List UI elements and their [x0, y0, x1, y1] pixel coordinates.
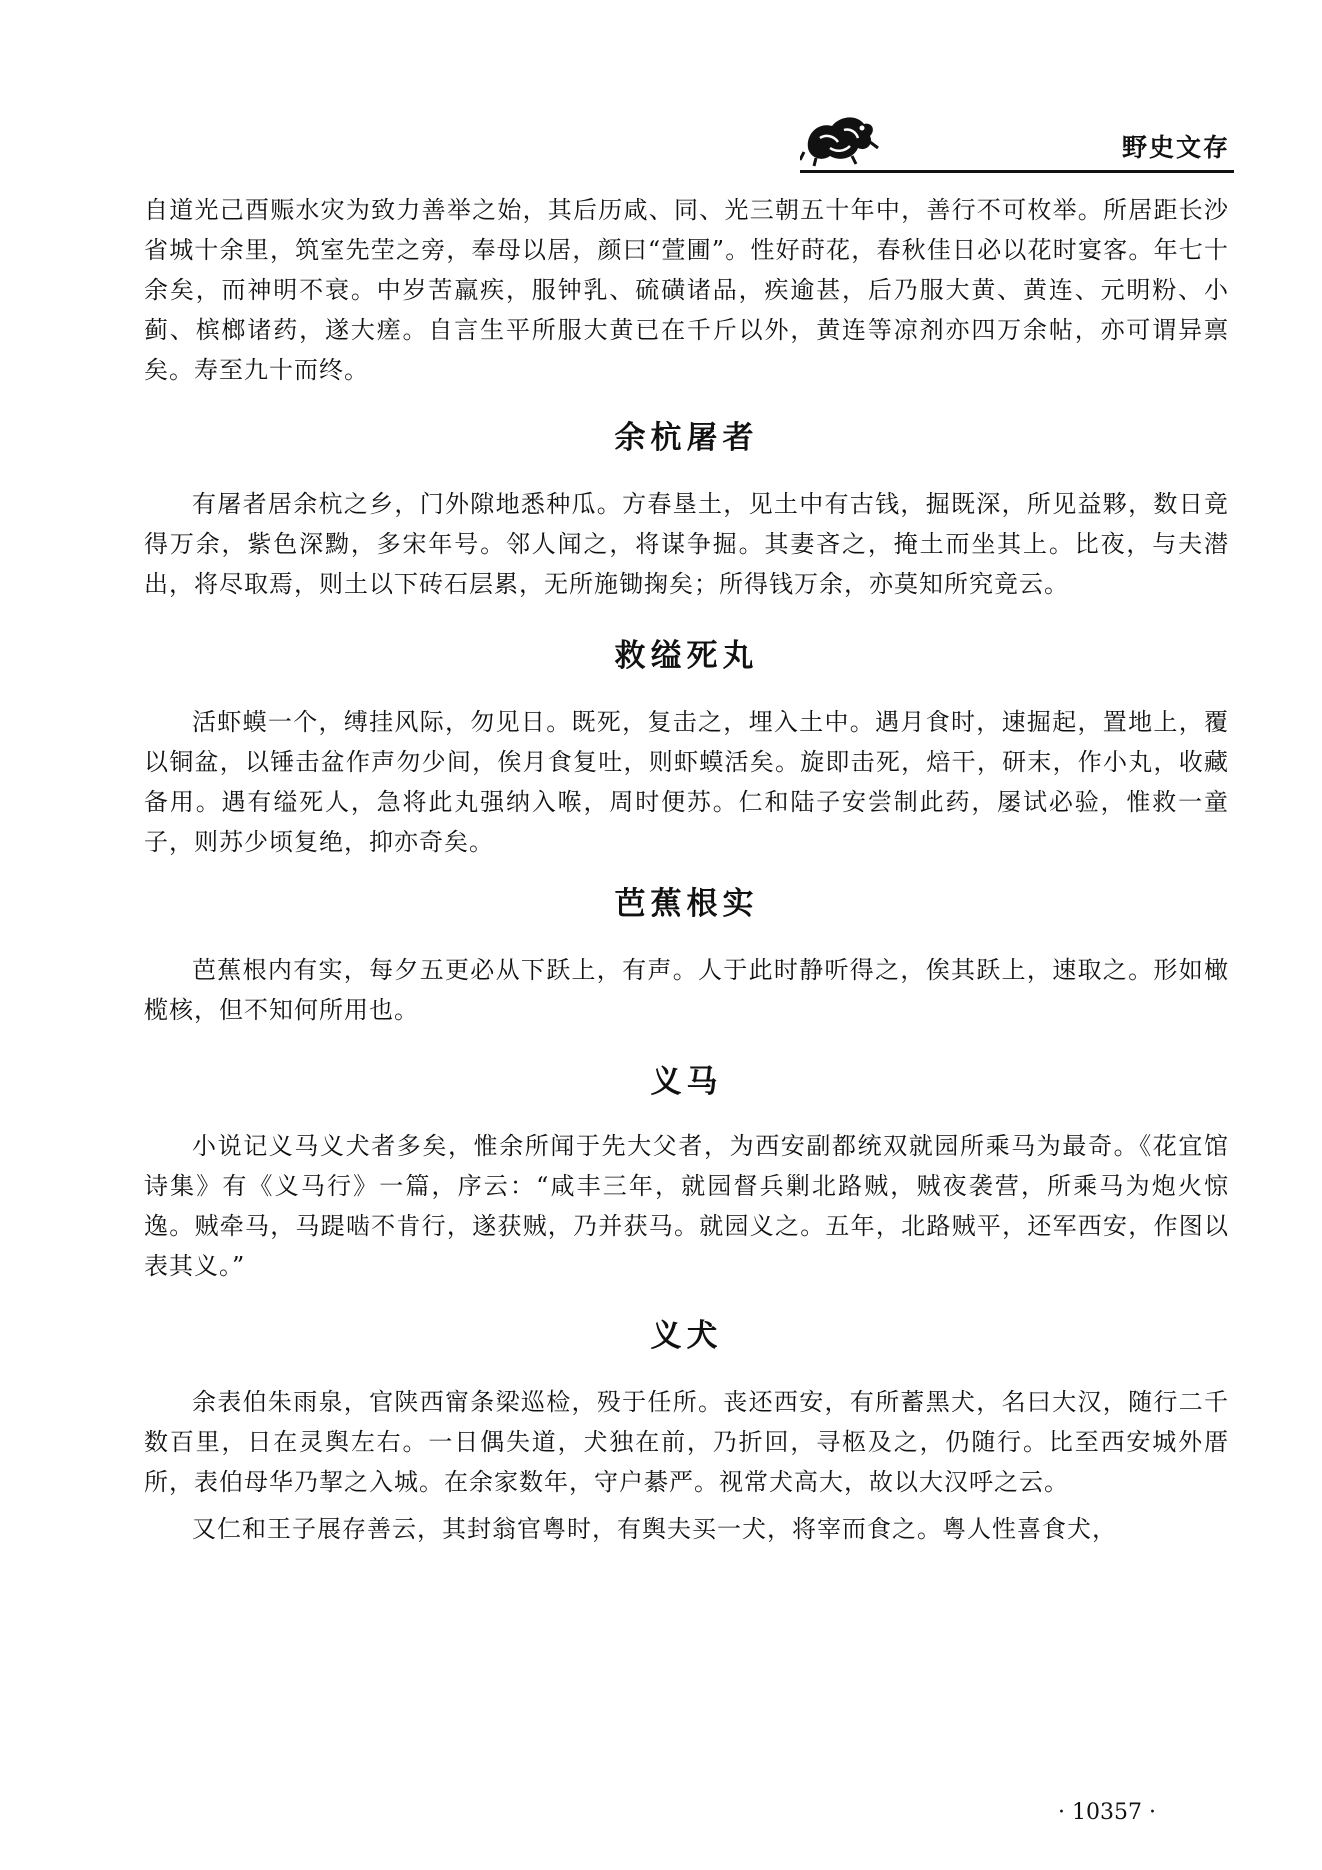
section-paragraph: 芭蕉根内有实，每夕五更必从下跃上，有声。人于此时静听得之，俟其跃上，速取之。形如橄榄核，但不知何所用也。 — [144, 956, 1229, 1024]
section-title-hanging-rescue-pill: 救缢死丸 — [614, 638, 759, 674]
header-rule — [800, 170, 1234, 173]
section-title-banana-root-fruit: 芭蕉根实 — [614, 886, 759, 922]
section-paragraph: 又仁和王子展存善云，其封翁官粤时，有舆夫买一犬，将宰而食之。粤人性喜食犬， — [192, 1515, 1117, 1543]
page-content — [144, 190, 1229, 1549]
section-paragraph: 小说记义马义犬者多矣，惟余所闻于先大父者，为西安副都统双就园所乘马为最奇。《花宜馆诗集》有《义马行》一篇，序云：“咸丰三年，就园督兵剿北路贼，贼夜袭营，所乘马为炮火惊逸。贼牵马，马踶啮不肯行，遂获贼，乃并获马。就园义之。五年，北路贼平，还军西安，作图以表其义。” — [144, 1132, 1229, 1280]
section-paragraph: 余表伯朱雨泉，官陕西甯条梁巡检，殁于任所。丧还西安，有所蓄黑犬，名曰大汉，随行二千数百里，日在灵舆左右。一日偶失道，犬独在前，乃折回，寻柩及之，仍随行。比至西安城外厝所，表伯母华乃挈之入城。在余家数年，守户綦严。视常犬高大，故以大汉呼之云。 — [144, 1388, 1229, 1496]
section-title-yuhang-butcher: 余杭屠者 — [614, 420, 759, 456]
running-header-title: 野史文存 — [1121, 133, 1230, 162]
dragon-emblem-icon — [800, 108, 880, 168]
section-title-loyal-horse: 义马 — [650, 1064, 723, 1100]
section-paragraph: 活虾蟆一个，缚挂风际，勿见日。既死，复击之，埋入土中。遇月食时，速掘起，置地上，覆以铜盆，以锤击盆作声勿少间，俟月食复吐，则虾蟆活矣。旋即击死，焙干，研末，作小丸，收藏备用。遇有缢死人，急将此丸强纳入喉，周时便苏。仁和陆子安尝制此药，屡试必验，惟救一童子，则苏少顷复绝，抑亦奇矣。 — [144, 708, 1229, 856]
intro-paragraph: 自道光己酉赈水灾为致力善举之始，其后历咸、同、光三朝五十年中，善行不可枚举。所居距长沙省城十余里，筑室先茔之旁，奉母以居，颜曰“萱圃”。性好莳花，春秋佳日必以花时宴客。年七十余矣，而神明不衰。中岁苦羸疾，服钟乳、硫磺诸品，疾逾甚，后乃服大黄、黄连、元明粉、小蓟、槟榔诸药，遂大瘥。自言生平所服大黄已在千斤以外，黄连等凉剂亦四万余帖，亦可谓异禀矣。寿至九十而终。 — [144, 196, 1229, 384]
page-number: · 10357 · — [1058, 1800, 1156, 1825]
section-paragraph: 有屠者居余杭之乡，门外隙地悉种瓜。方春垦土，见土中有古钱，掘既深，所见益夥，数日竟得万余，紫色深黝，多宋年号。邻人闻之，将谋争掘。其妻吝之，掩土而坐其上。比夜，与夫潜出，将尽取焉，则土以下砖石层累，无所施锄掬矣；所得钱万余，亦莫知所究竟云。 — [144, 490, 1229, 598]
section-title-loyal-dog: 义犬 — [650, 1318, 723, 1354]
